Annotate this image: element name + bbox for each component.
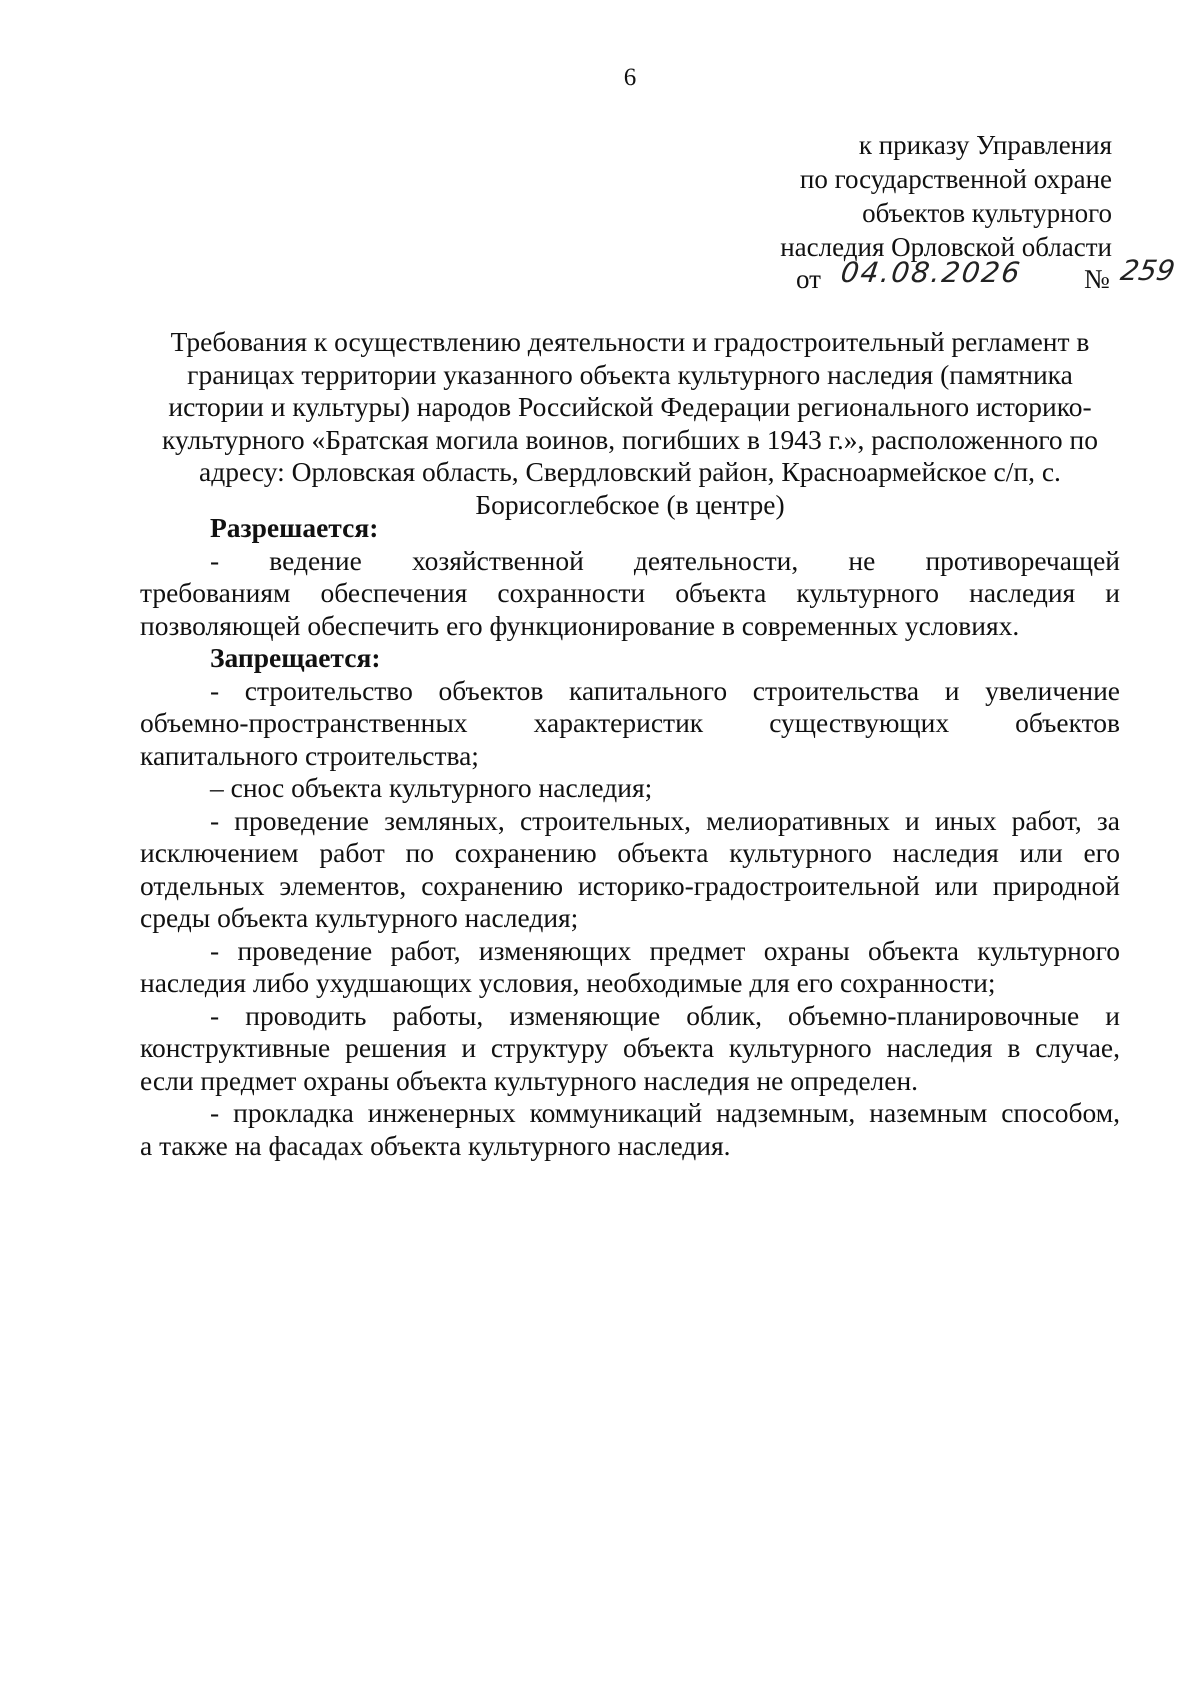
forbidden-item	[140, 1000, 1120, 1098]
text-line: требованиям обеспечения сохранности объекта культурного наследия и	[140, 577, 1120, 608]
date-prefix: от	[796, 264, 821, 294]
text-line: - ведение хозяйственной деятельности, не противоречащей	[210, 544, 1120, 576]
text-line: - прокладка инженерных коммуникаций надземным, наземным способом,	[210, 1097, 1120, 1128]
document-title	[140, 326, 1120, 521]
header-line: по государственной охране	[799, 164, 1112, 194]
number-sign: №	[1084, 264, 1110, 294]
title-line: Борисоглебское (в центре)	[475, 488, 785, 520]
text-line: – снос объекта культурного наследия;	[210, 772, 653, 803]
text-line: позволяющей обеспечить его функционирование в современных условиях.	[140, 609, 1020, 641]
document-body	[140, 512, 1120, 1162]
title-line: границах территории указанного объекта культурного наследия (памятника	[187, 358, 1073, 390]
text-line: объемно-пространственных характеристик существующих объектов	[140, 707, 1120, 738]
text-line: - проводить работы, изменяющие облик, объемно-планировочные и	[210, 999, 1120, 1031]
allowed-heading: Разрешается:	[210, 512, 379, 543]
text-line: а также на фасадах объекта культурного наследия.	[140, 1129, 731, 1161]
text-line: конструктивные решения и структуру объекта культурного наследия в случае,	[140, 1032, 1120, 1063]
handwritten-order-number: 259	[1118, 254, 1178, 287]
page-number: 6	[623, 64, 637, 91]
text-line: отдельных элементов, сохранению историко-градостроительной или природной	[140, 869, 1120, 901]
title-line: истории и культуры) народов Российской Федерации регионального историко-	[168, 391, 1092, 422]
text-line: если предмет охраны объекта культурного наследия не определен.	[140, 1064, 919, 1096]
order-reference-header	[592, 128, 1112, 264]
text-line: исключением работ по сохранению объекта культурного наследия или его	[140, 837, 1120, 868]
text-line: среды объекта культурного наследия;	[140, 902, 579, 933]
header-line: к приказу Управления	[858, 130, 1112, 160]
text-line: капитального строительства;	[140, 739, 479, 771]
handwritten-date: 04.08.2026	[838, 256, 1024, 289]
text-line: - проведение работ, изменяющих предмет охраны объекта культурного	[210, 934, 1120, 966]
forbidden-item	[140, 772, 1120, 805]
title-line: культурного «Братская могила воинов, погибших в 1943 г.», расположенного по	[161, 423, 1099, 455]
forbidden-item	[140, 675, 1120, 773]
header-line: объектов культурного	[862, 198, 1112, 228]
text-line: наследия либо ухудшающих условия, необходимые для его сохранности;	[140, 967, 996, 998]
forbidden-item	[140, 935, 1120, 1000]
forbidden-item	[140, 805, 1120, 935]
text-line: - проведение земляных, строительных, мелиоративных и иных работ, за	[210, 804, 1120, 836]
title-line: адресу: Орловская область, Свердловский район, Красноармейское с/п, с.	[199, 456, 1061, 487]
title-line: Требования к осуществлению деятельности и градостроительный регламент в	[170, 326, 1090, 357]
order-date-number-line	[796, 254, 1178, 298]
forbidden-heading: Запрещается:	[210, 642, 381, 673]
header-line: наследия Орловской области	[780, 232, 1112, 262]
allowed-item	[140, 545, 1120, 643]
text-line: - строительство объектов капитального строительства и увеличение	[210, 674, 1120, 706]
forbidden-item	[140, 1097, 1120, 1162]
